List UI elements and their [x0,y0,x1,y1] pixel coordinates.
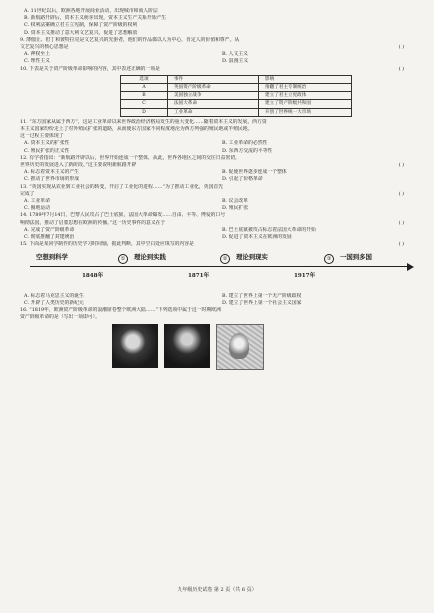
q16-stem-line: 16. “1819年，欧洲资产阶级革命的浪潮席卷整个欧洲大陆……”下列选项中属于这一时期欧洲 [20,306,221,313]
q9-stem: 9. 薄伽丘、但丁和彼特拉克是文艺复兴的先驱者，他们的作品都以人为中心，肯定人的价值和尊严。从 [20,36,240,43]
q11-stem-line: 这一过程主要体现了 [20,133,64,140]
q11 [20,119,420,155]
timeline-stage: 理论到实践 [134,252,166,261]
table-header-cell: 影响 [259,75,352,83]
q8-option-d: D. 资本主义推动了意大利文艺复兴，促进了思想解放 [24,29,138,36]
timeline-stage: 空想到科学 [36,252,68,261]
q12-stem-line-2 [20,162,420,169]
q12-options-row-1 [20,169,420,176]
q13-stem-line: 13. “英国实现从农业到工业社会的转变，开启了工业化的进程……”为了推动工业化，英国首先 [20,183,224,190]
table-row [121,100,352,108]
historical-photo-1 [112,324,158,368]
q11-options-row-2 [20,148,420,155]
q15-stem [20,241,420,248]
timeline [20,251,420,291]
q13-options-row-1 [20,198,420,205]
q8-options [20,8,420,37]
exam-page [20,8,420,370]
q10 [20,66,420,117]
table-cell: D [121,108,168,116]
q12-stem-line: 12. 有学者指出：“新航路开辟以后，世界开始连成一个整体，从此，世界各地区之间的交往日益密切， [20,154,240,161]
q10-answer-paren: ( ) [398,65,404,72]
q14-option-a: A. 完成了资产阶级革命 [24,226,75,233]
page-footer: 九年级历史试卷 第 2 页（共 6 页） [177,587,257,593]
q9-option-d: D. 浪漫主义 [222,58,249,65]
q9-stem-2-text: 文艺复兴的核心思想是 [20,44,69,51]
timeline-stage: 理论到现实 [236,252,268,261]
timeline-year: 1917年 [294,272,316,279]
q14 [20,212,420,241]
q10-table [120,75,352,117]
q11-option-d: D. 东西方交流的平等性 [222,147,273,154]
table-header-cell: 选项 [121,75,168,83]
timeline-year: 1871年 [188,272,210,279]
portrait-illustration [216,324,264,370]
arrow-right-icon [407,263,414,271]
q12-option-a: A. 标志着资本主义的产生 [24,169,80,176]
q13-options-row-2 [20,205,420,212]
q10-stem [20,66,420,73]
q11-stem-line: 11. “东方国家从属于西方”，这是工业革命以来世界政治经济格局发生的重大变化……随着资本主义的发展，西方资 [20,118,267,125]
q15-options-row-2 [20,300,420,307]
q12-option-c: C. 推动了世界市场的形成 [24,176,80,183]
q16-stem-line: 资产阶级革命的是（写出一项即可）。 [20,314,100,321]
q12-options-row-2 [20,176,420,183]
q12-answer-paren: ( ) [398,162,404,169]
q16-images [20,324,420,370]
table-cell: C [121,100,168,108]
timeline-axis [30,266,410,268]
table-cell: 英国资产阶级革命 [168,84,259,92]
table-row [121,84,352,92]
q13-option-d: D. 殖民扩张 [222,205,249,212]
q15-option-d: D. 建立了世界上第一个社会主义国家 [222,299,302,306]
q13-stem-line-2 [20,191,420,198]
historical-photo-2 [164,324,210,368]
q8-option-c: C. 权利法案确立君主立宪制，保障了资产阶级的权利 [24,22,138,29]
timeline-stage: 一国到多国 [340,252,372,261]
q15-stem-text: 15. 下面是某同学制作的历史学习时间轴，据此判断，其中空白处应填写的内容是 [20,241,194,248]
q11-option-a: A. 资本主义的扩张性 [24,140,70,147]
q11-option-b: B. 工业革命的必然性 [222,140,268,147]
q13 [20,184,420,213]
table-cell: 美国独立战争 [168,92,259,100]
table-cell: 法国大革命 [168,100,259,108]
q13-stem-text: 完成了 [20,190,35,197]
q15-options-row-1 [20,293,420,300]
q15 [20,241,420,307]
q9-options-row-1 [20,51,420,58]
q14-option-b: B. 巴士底狱被攻占标志着法国大革命的开始 [222,226,316,233]
timeline-marker: ③ [324,254,334,264]
q8-option-a: A. 11世纪以后，欧洲各地开展商业活动，出现城市和商人阶层 [24,8,158,14]
q16 [20,307,420,370]
q14-options-row-2 [20,234,420,241]
q14-option-c: C. 彻底推翻了封建统治 [24,234,75,241]
q14-stem-line-2 [20,220,420,227]
q15-answer-paren: ( ) [398,241,404,248]
q11-options-row-1 [20,140,420,147]
table-cell: B [121,92,168,100]
q13-option-b: B. 议会改革 [222,198,249,205]
q9-options-row-2 [20,58,420,65]
q8-option-b: B. 新航路开辟后，资本主义萌芽出现，资本主义生产关系开始产生 [24,15,167,22]
table-header-row [121,75,352,83]
q9-answer-paren: ( ) [398,44,404,51]
q15-option-c: C. 开辟了人类历史的新纪元 [24,299,84,306]
q11-option-c: C. 殖民扩张的正义性 [24,147,70,154]
q9-option-b: B. 人文主义 [222,51,249,58]
q15-option-a: A. 标志着马克思主义的诞生 [24,292,84,299]
q12-option-b: B. 促使世界逐步连成一个整体 [222,169,287,176]
q9-stem-2 [20,44,420,51]
q9-option-a: A. 神权至上 [24,51,50,58]
table-cell: A [121,84,168,92]
q10-stem-text: 10. 下表是关于资产阶级革命影响的内容，其中表述正确的一项是 [20,65,161,72]
table-cell: 开创了世界统一大市场 [259,108,352,116]
timeline-marker: ② [220,254,230,264]
table-header-cell: 事件 [168,75,259,83]
table-row [121,92,352,100]
q12 [20,155,420,184]
q13-option-c: C. 圈地运动 [24,205,50,212]
q12-option-d: D. 引起了价格革命 [222,176,263,183]
q14-stem-line: 14. 1789年7月14日，巴黎人民攻占了巴士底狱，法国大革命爆发……自由、平等、博爱的口号 [20,212,226,219]
q15-option-b: B. 建立了世界上第一个无产阶级政权 [222,292,302,299]
table-cell: 建立了君主立宪政体 [259,92,352,100]
q9 [20,37,420,66]
timeline-year: 1848年 [82,272,104,279]
q11-stem-line: 本主义国家纷纷走上了对外殖民扩张的道路，从而使东方国家不同程度地沦为西方列强的殖民地或半殖民地。 [20,126,253,133]
q14-options-row-1 [20,227,420,234]
timeline-marker: ① [118,254,128,264]
q12-stem-text: 世界历史的发展进入了新阶段。”这主要说明新航路开辟 [20,162,137,169]
q13-answer-paren: ( ) [398,190,404,197]
table-cell: 推翻了君主专制统治 [259,84,352,92]
table-cell: 工业革命 [168,108,259,116]
q14-option-d: D. 促进了资本主义在欧洲的发展 [222,234,292,241]
table-row [121,108,352,116]
q9-option-c: C. 理性主义 [24,58,50,65]
q14-stem-text: 响彻法国，推动了启蒙思想在欧洲的传播。”这一历史事件的意义在于 [20,219,166,226]
q13-option-a: A. 工业革命 [24,198,50,205]
table-cell: 建立了资产阶级共和国 [259,100,352,108]
q14-answer-paren: ( ) [398,219,404,226]
